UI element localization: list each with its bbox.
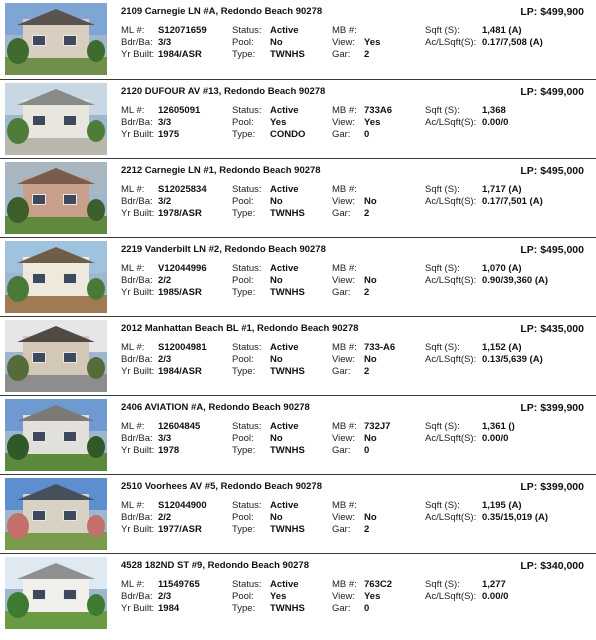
- ac-lsqft-label: Ac/LSqft(S):: [425, 275, 477, 286]
- photo-window: [32, 115, 46, 126]
- photo-house: [23, 19, 88, 59]
- mb-label: MB #:: [332, 342, 357, 353]
- photo-tree: [87, 357, 105, 379]
- ml-number: 12604845: [158, 421, 201, 432]
- listing-address[interactable]: 2510 Voorhees AV #5, Redondo Beach 90278: [121, 481, 322, 492]
- listing-address[interactable]: 2012 Manhattan Beach BL #1, Redondo Beach 90278: [121, 323, 359, 334]
- photo-roof: [17, 89, 95, 105]
- sqft-value: 1,152 (A): [482, 342, 522, 353]
- ml-number: 12605091: [158, 105, 201, 116]
- pool-value: Yes: [270, 591, 287, 602]
- mb-label: MB #:: [332, 105, 357, 116]
- photo-window: [32, 194, 46, 205]
- status-label: Status:: [232, 263, 262, 274]
- listing-row[interactable]: [0, 79, 596, 158]
- listing-row[interactable]: [0, 553, 596, 632]
- view-value: No: [364, 275, 377, 286]
- property-photo[interactable]: [5, 162, 107, 234]
- gar-value: 0: [364, 603, 370, 614]
- gar-value: 2: [364, 49, 370, 60]
- photo-house: [23, 178, 88, 218]
- status-value: Active: [270, 25, 299, 36]
- bdr-ba-value: 3/3: [158, 117, 172, 128]
- type-value: TWNHS: [270, 287, 305, 298]
- type-value: TWNHS: [270, 366, 305, 377]
- type-label: Type:: [232, 129, 256, 140]
- list-price: LP: $435,000: [520, 323, 584, 335]
- bdr-ba-label: Bdr/Ba:: [121, 196, 153, 207]
- photo-house: [23, 494, 88, 534]
- gar-label: Gar:: [332, 49, 351, 60]
- bdr-ba-value: 3/2: [158, 196, 172, 207]
- list-price: LP: $340,000: [520, 560, 584, 572]
- ac-lsqft-label: Ac/LSqft(S):: [425, 117, 477, 128]
- yr-built-label: Yr Built:: [121, 208, 155, 219]
- yr-built-label: Yr Built:: [121, 366, 155, 377]
- status-value: Active: [270, 105, 299, 116]
- view-value: No: [364, 512, 377, 523]
- type-label: Type:: [232, 524, 256, 535]
- yr-built-value: 1977/ASR: [158, 524, 202, 535]
- gar-label: Gar:: [332, 603, 351, 614]
- photo-house: [23, 99, 88, 139]
- pool-label: Pool:: [232, 433, 254, 444]
- view-value: Yes: [364, 117, 381, 128]
- ml-number: S12071659: [158, 25, 207, 36]
- sqft-label: Sqft (S):: [425, 421, 460, 432]
- pool-label: Pool:: [232, 275, 254, 286]
- view-value: No: [364, 433, 377, 444]
- pool-value: No: [270, 512, 283, 523]
- ac-lsqft-value: 0.00/0: [482, 591, 509, 602]
- sqft-label: Sqft (S):: [425, 184, 460, 195]
- photo-tree: [7, 434, 29, 460]
- ml-number: S12044900: [158, 500, 207, 511]
- view-value: Yes: [364, 591, 381, 602]
- yr-built-value: 1978/ASR: [158, 208, 202, 219]
- pool-value: No: [270, 433, 283, 444]
- yr-built-label: Yr Built:: [121, 49, 155, 60]
- list-price: LP: $499,900: [520, 6, 584, 18]
- view-value: Yes: [364, 37, 381, 48]
- type-label: Type:: [232, 49, 256, 60]
- photo-window: [63, 35, 77, 46]
- pool-label: Pool:: [232, 196, 254, 207]
- ml-label: ML #:: [121, 579, 145, 590]
- mb-label: MB #:: [332, 579, 357, 590]
- yr-built-value: 1975: [158, 129, 180, 140]
- sqft-label: Sqft (S):: [425, 105, 460, 116]
- pool-label: Pool:: [232, 591, 254, 602]
- view-label: View:: [332, 196, 356, 207]
- sqft-label: Sqft (S):: [425, 342, 460, 353]
- bdr-ba-label: Bdr/Ba:: [121, 591, 153, 602]
- ml-label: ML #:: [121, 421, 145, 432]
- listing-address[interactable]: 4528 182ND ST #9, Redondo Beach 90278: [121, 560, 309, 571]
- gar-label: Gar:: [332, 287, 351, 298]
- photo-window: [63, 273, 77, 284]
- listing-row[interactable]: [0, 0, 596, 79]
- status-value: Active: [270, 500, 299, 511]
- photo-window: [32, 431, 46, 442]
- view-label: View:: [332, 354, 356, 365]
- type-value: TWNHS: [270, 603, 305, 614]
- ml-number: S12004981: [158, 342, 207, 353]
- property-photo[interactable]: [5, 478, 107, 550]
- photo-roof: [17, 484, 95, 500]
- sqft-label: Sqft (S):: [425, 25, 460, 36]
- status-label: Status:: [232, 184, 262, 195]
- sqft-value: 1,717 (A): [482, 184, 522, 195]
- ac-lsqft-value: 0.35/15,019 (A): [482, 512, 549, 523]
- photo-tree: [7, 276, 29, 302]
- ml-label: ML #:: [121, 500, 145, 511]
- bdr-ba-label: Bdr/Ba:: [121, 512, 153, 523]
- list-price: LP: $495,000: [520, 165, 584, 177]
- status-label: Status:: [232, 25, 262, 36]
- photo-tree: [87, 40, 105, 62]
- photo-window: [32, 35, 46, 46]
- gar-value: 2: [364, 366, 370, 377]
- ml-label: ML #:: [121, 105, 145, 116]
- yr-built-label: Yr Built:: [121, 603, 155, 614]
- gar-label: Gar:: [332, 129, 351, 140]
- ml-label: ML #:: [121, 184, 145, 195]
- gar-value: 0: [364, 129, 370, 140]
- photo-tree: [87, 515, 105, 537]
- photo-house: [23, 257, 88, 297]
- photo-window: [63, 431, 77, 442]
- gar-value: 2: [364, 208, 370, 219]
- type-value: TWNHS: [270, 208, 305, 219]
- yr-built-value: 1984: [158, 603, 180, 614]
- pool-value: No: [270, 37, 283, 48]
- mb-value: 763C2: [364, 579, 392, 590]
- ml-label: ML #:: [121, 263, 145, 274]
- ac-lsqft-value: 0.17/7,501 (A): [482, 196, 543, 207]
- ac-lsqft-value: 0.90/39,360 (A): [482, 275, 549, 286]
- pool-label: Pool:: [232, 354, 254, 365]
- type-value: TWNHS: [270, 445, 305, 456]
- photo-roof: [17, 563, 95, 579]
- photo-tree: [87, 278, 105, 300]
- status-label: Status:: [232, 500, 262, 511]
- photo-tree: [7, 118, 29, 144]
- ac-lsqft-label: Ac/LSqft(S):: [425, 37, 477, 48]
- list-price: LP: $499,000: [520, 86, 584, 98]
- bdr-ba-label: Bdr/Ba:: [121, 117, 153, 128]
- listing-address[interactable]: 2219 Vanderbilt LN #2, Redondo Beach 90278: [121, 244, 326, 255]
- mb-label: MB #:: [332, 421, 357, 432]
- yr-built-label: Yr Built:: [121, 445, 155, 456]
- photo-tree: [7, 592, 29, 618]
- photo-tree: [87, 199, 105, 221]
- type-label: Type:: [232, 366, 256, 377]
- status-label: Status:: [232, 579, 262, 590]
- listing-address[interactable]: 2120 DUFOUR AV #13, Redondo Beach 90278: [121, 86, 326, 97]
- sqft-label: Sqft (S):: [425, 263, 460, 274]
- ml-label: ML #:: [121, 342, 145, 353]
- status-value: Active: [270, 184, 299, 195]
- sqft-value: 1,361 (): [482, 421, 515, 432]
- bdr-ba-value: 2/3: [158, 354, 172, 365]
- photo-window: [32, 589, 46, 600]
- bdr-ba-label: Bdr/Ba:: [121, 37, 153, 48]
- listing-row[interactable]: [0, 474, 596, 553]
- mb-label: MB #:: [332, 263, 357, 274]
- sqft-value: 1,481 (A): [482, 25, 522, 36]
- bdr-ba-value: 2/2: [158, 275, 172, 286]
- ml-number: 11549765: [158, 579, 200, 590]
- yr-built-value: 1984/ASR: [158, 49, 202, 60]
- type-value: TWNHS: [270, 49, 305, 60]
- view-value: No: [364, 196, 377, 207]
- gar-label: Gar:: [332, 445, 351, 456]
- property-photo[interactable]: [5, 399, 107, 471]
- status-label: Status:: [232, 421, 262, 432]
- listing-address[interactable]: 2109 Carnegie LN #A, Redondo Beach 90278: [121, 6, 323, 17]
- photo-tree: [7, 355, 29, 381]
- photo-window: [63, 589, 77, 600]
- photo-tree: [87, 436, 105, 458]
- type-label: Type:: [232, 445, 256, 456]
- ac-lsqft-value: 0.00/0: [482, 433, 509, 444]
- gar-value: 0: [364, 445, 370, 456]
- bdr-ba-value: 2/2: [158, 512, 172, 523]
- ac-lsqft-label: Ac/LSqft(S):: [425, 512, 477, 523]
- photo-roof: [17, 405, 95, 421]
- bdr-ba-value: 2/3: [158, 591, 172, 602]
- photo-window: [32, 273, 46, 284]
- bdr-ba-label: Bdr/Ba:: [121, 433, 153, 444]
- photo-tree: [87, 594, 105, 616]
- mb-value: 733A6: [364, 105, 392, 116]
- listing-row[interactable]: [0, 158, 596, 237]
- yr-built-label: Yr Built:: [121, 524, 155, 535]
- pool-value: Yes: [270, 117, 287, 128]
- status-value: Active: [270, 342, 299, 353]
- property-photo[interactable]: [5, 320, 107, 392]
- sqft-value: 1,277: [482, 579, 506, 590]
- list-price: LP: $399,000: [520, 481, 584, 493]
- view-value: No: [364, 354, 377, 365]
- mb-value: 733-A6: [364, 342, 396, 353]
- photo-tree: [87, 120, 105, 142]
- gar-value: 2: [364, 524, 370, 535]
- photo-window: [32, 510, 46, 521]
- status-label: Status:: [232, 342, 262, 353]
- status-label: Status:: [232, 105, 262, 116]
- property-photo[interactable]: [5, 83, 107, 155]
- photo-roof: [17, 9, 95, 25]
- photo-roof: [17, 168, 95, 184]
- view-label: View:: [332, 37, 356, 48]
- pool-value: No: [270, 354, 283, 365]
- ac-lsqft-value: 0.13/5,639 (A): [482, 354, 543, 365]
- mb-label: MB #:: [332, 184, 357, 195]
- photo-window: [63, 115, 77, 126]
- bdr-ba-label: Bdr/Ba:: [121, 275, 153, 286]
- yr-built-value: 1978: [158, 445, 180, 456]
- property-photo[interactable]: [5, 241, 107, 313]
- photo-tree: [7, 513, 29, 539]
- list-price: LP: $399,900: [520, 402, 584, 414]
- bdr-ba-value: 3/3: [158, 433, 172, 444]
- type-label: Type:: [232, 287, 256, 298]
- type-label: Type:: [232, 603, 256, 614]
- pool-value: No: [270, 196, 283, 207]
- view-label: View:: [332, 117, 356, 128]
- view-label: View:: [332, 591, 356, 602]
- property-photo[interactable]: [5, 557, 107, 629]
- gar-label: Gar:: [332, 524, 351, 535]
- photo-house: [23, 415, 88, 455]
- ml-number: V12044996: [158, 263, 207, 274]
- pool-label: Pool:: [232, 117, 254, 128]
- list-price: LP: $495,000: [520, 244, 584, 256]
- bdr-ba-label: Bdr/Ba:: [121, 354, 153, 365]
- ml-label: ML #:: [121, 25, 145, 36]
- gar-value: 2: [364, 287, 370, 298]
- ac-lsqft-label: Ac/LSqft(S):: [425, 354, 477, 365]
- mb-label: MB #:: [332, 500, 357, 511]
- property-photo[interactable]: [5, 3, 107, 75]
- gar-label: Gar:: [332, 208, 351, 219]
- sqft-value: 1,368: [482, 105, 506, 116]
- ac-lsqft-label: Ac/LSqft(S):: [425, 591, 477, 602]
- ac-lsqft-label: Ac/LSqft(S):: [425, 196, 477, 207]
- yr-built-label: Yr Built:: [121, 129, 155, 140]
- photo-house: [23, 336, 88, 376]
- status-value: Active: [270, 579, 299, 590]
- yr-built-value: 1984/ASR: [158, 366, 202, 377]
- view-label: View:: [332, 275, 356, 286]
- type-value: TWNHS: [270, 524, 305, 535]
- ml-number: S12025834: [158, 184, 207, 195]
- sqft-label: Sqft (S):: [425, 500, 460, 511]
- photo-roof: [17, 326, 95, 342]
- yr-built-value: 1985/ASR: [158, 287, 202, 298]
- photo-roof: [17, 247, 95, 263]
- type-value: CONDO: [270, 129, 306, 140]
- bdr-ba-value: 3/3: [158, 37, 172, 48]
- photo-window: [63, 194, 77, 205]
- pool-value: No: [270, 275, 283, 286]
- status-value: Active: [270, 421, 299, 432]
- listing-row[interactable]: [0, 237, 596, 316]
- photo-house: [23, 573, 88, 613]
- view-label: View:: [332, 512, 356, 523]
- pool-label: Pool:: [232, 37, 254, 48]
- ac-lsqft-value: 0.17/7,508 (A): [482, 37, 543, 48]
- mb-label: MB #:: [332, 25, 357, 36]
- listing-row[interactable]: [0, 395, 596, 474]
- yr-built-label: Yr Built:: [121, 287, 155, 298]
- photo-window: [63, 510, 77, 521]
- mb-value: 732J7: [364, 421, 391, 432]
- sqft-value: 1,195 (A): [482, 500, 522, 511]
- photo-window: [32, 352, 46, 363]
- listing-row[interactable]: [0, 316, 596, 395]
- sqft-label: Sqft (S):: [425, 579, 460, 590]
- type-label: Type:: [232, 208, 256, 219]
- view-label: View:: [332, 433, 356, 444]
- sqft-value: 1,070 (A): [482, 263, 522, 274]
- photo-tree: [7, 38, 29, 64]
- ac-lsqft-label: Ac/LSqft(S):: [425, 433, 477, 444]
- listing-address[interactable]: 2406 AVIATION #A, Redondo Beach 90278: [121, 402, 310, 413]
- pool-label: Pool:: [232, 512, 254, 523]
- gar-label: Gar:: [332, 366, 351, 377]
- photo-tree: [7, 197, 29, 223]
- photo-window: [63, 352, 77, 363]
- listing-address[interactable]: 2212 Carnegie LN #1, Redondo Beach 90278: [121, 165, 321, 176]
- status-value: Active: [270, 263, 299, 274]
- ac-lsqft-value: 0.00/0: [482, 117, 509, 128]
